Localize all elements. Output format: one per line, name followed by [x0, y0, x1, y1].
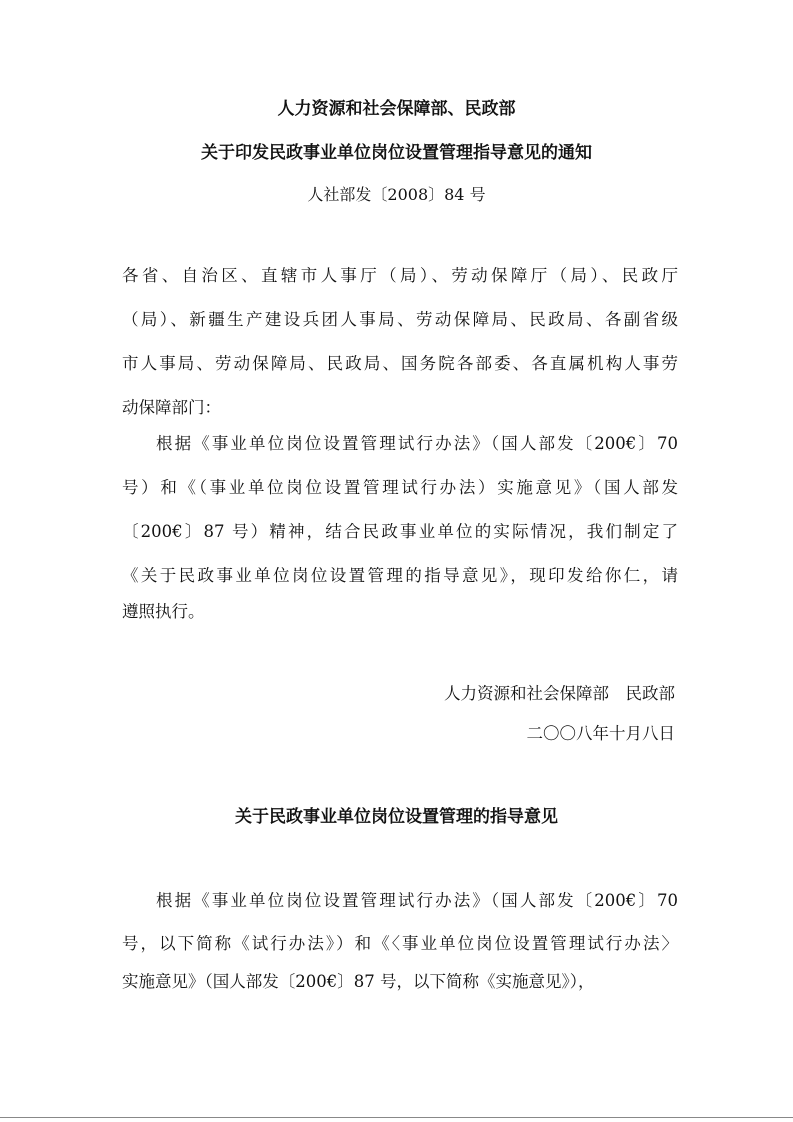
addressee-line: 各省、自治区、直辖市人事厅（局）、劳动保障厅（局）、民政厅	[122, 266, 678, 285]
guidance-title: 关于民政事业单位岗位设置管理的指导意见	[235, 807, 558, 827]
notice-body-line: 遵照执行。	[122, 602, 205, 621]
notice-body-line: 号）和《（事业单位岗位设置管理试行办法）实施意见》（国人部发	[122, 478, 678, 497]
addressee-line: （局）、新疆生产建设兵团人事局、劳动保障局、民政局、各副省级	[122, 310, 678, 329]
document-number: 人社部发〔2008〕84 号	[307, 185, 486, 204]
guidance-body-line: 根据《事业单位岗位设置管理试行办法》（国人部发〔200€〕70	[156, 891, 678, 910]
notice-body-line: 《关于民政事业单位岗位设置管理的指导意见》，现印发给你仁，请	[122, 566, 678, 585]
addressee-line: 市人事局、劳动保障局、民政局、国务院各部委、各直属机构人事劳	[122, 354, 678, 373]
notice-body-line: 〔200€〕87 号）精神，结合民政事业单位的实际情况，我们制定了	[122, 522, 678, 541]
signature: 人力资源和社会保障部 民政部	[444, 684, 675, 703]
title-line-1: 人力资源和社会保障部、民政部	[277, 99, 516, 119]
addressee-line: 动保障部门：	[122, 398, 221, 417]
page-bottom-rule	[0, 1117, 793, 1118]
title-line-2: 关于印发民政事业单位岗位设置管理指导意见的通知	[201, 143, 592, 163]
notice-body-line: 根据《事业单位岗位设置管理试行办法》（国人部发〔200€〕70	[156, 434, 678, 453]
guidance-body-line: 号，以下简称《试行办法》）和《〈事业单位岗位设置管理试行办法〉	[122, 934, 678, 953]
guidance-body-line: 实施意见》（国人部发〔200€〕87 号，以下简称《实施意见》），	[122, 972, 595, 991]
issue-date: 二〇〇八年十月八日	[526, 724, 675, 743]
